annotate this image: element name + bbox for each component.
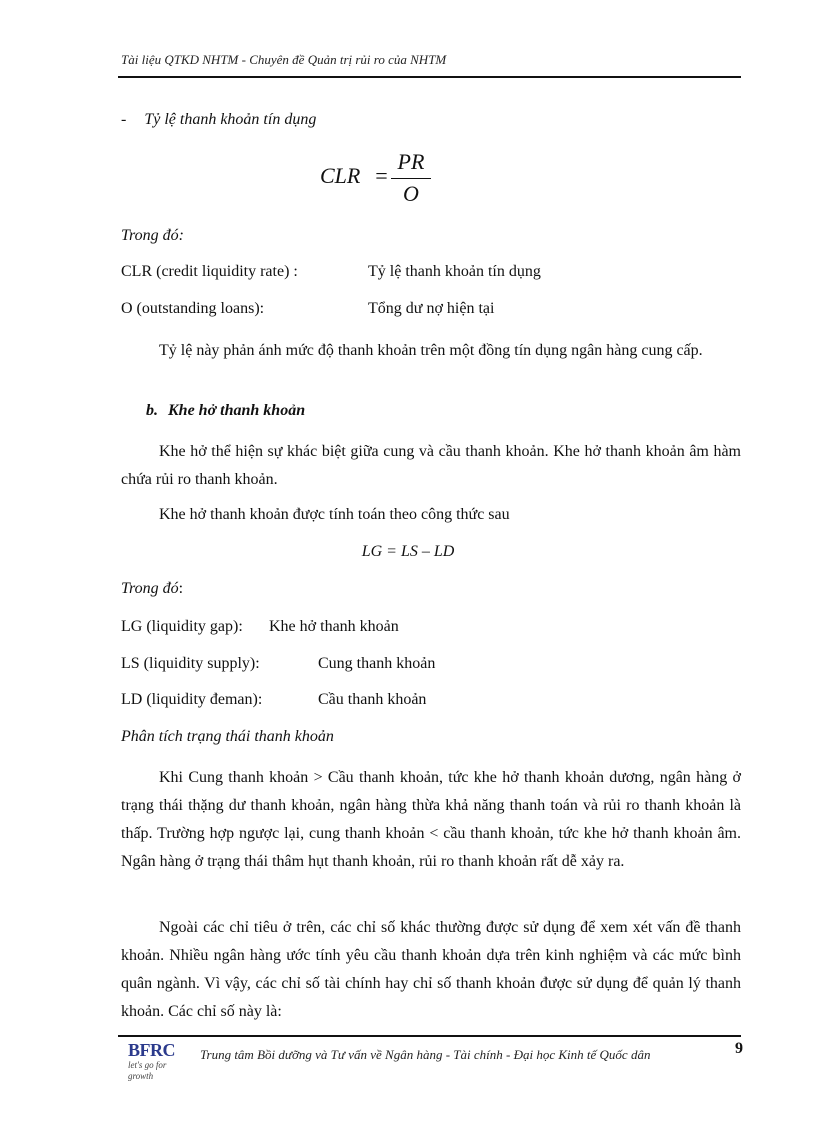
definition-meaning-ld: Cầu thanh khoản	[318, 691, 427, 708]
bfrc-logo	[128, 1040, 192, 1081]
analysis-paragraph: Khi Cung thanh khoản > Cầu thanh khoản, tức khe hở thanh khoản dương, ngân hàng ở trạng thái thặng dư thanh khoản, ngân hàng thừa khả năng thanh toán và rủi ro thanh khoản là thấp. Trường hợp ngược lại, cung thanh khoản < cầu thanh khoản, tức khe hở thanh khoản âm. Ngân hàng ở trạng thái thâm hụt thanh khoản, rủi ro thanh khoản rất dễ xảy ra.	[121, 769, 741, 870]
definition-meaning-lg: Khe hở thanh khoản	[269, 618, 399, 635]
section-label: b.	[146, 402, 158, 419]
where-label-2: Trong đó:	[121, 580, 184, 597]
footer-divider	[118, 1035, 741, 1037]
fraction-bar	[391, 178, 431, 179]
clr-formula-numerator: PR	[397, 149, 425, 174]
logo-tagline: let's go for growth	[128, 1060, 167, 1081]
credit-liquidity-title: Tỷ lệ thanh khoản tín dụng	[144, 111, 317, 128]
definition-term-lg: LG (liquidity gap):	[121, 618, 243, 635]
where-label: Trong đó:	[121, 227, 184, 244]
definition-term-clr: CLR (credit liquidity rate) :	[121, 263, 298, 280]
credit-liquidity-heading	[121, 110, 316, 130]
page-header-title: Tài liệu QTKD NHTM - Chuyên đề Quản trị rủi ro của NHTM	[121, 52, 447, 67]
definition-term-o: O (outstanding loans):	[121, 300, 265, 317]
header-divider	[118, 76, 741, 78]
bullet: -	[121, 111, 127, 128]
analysis-title: Phân tích trạng thái thanh khoản	[121, 728, 334, 745]
logo-mark: BFRC	[128, 1040, 175, 1060]
credit-ratio-paragraph: Tỷ lệ này phản ánh mức độ thanh khoản trên một đồng tín dụng ngân hàng cung cấp.	[159, 342, 703, 359]
liquidity-gap-heading	[146, 401, 305, 421]
lg-formula: LG = LS – LD	[361, 543, 455, 560]
definition-term-ls: LS (liquidity supply):	[121, 655, 260, 672]
closing-paragraph: Ngoài các chỉ tiêu ở trên, các chỉ số khác thường được sử dụng để xem xét vấn đề thanh khoản. Nhiều ngân hàng ước tính yêu cầu thanh khoản dựa trên kinh nghiệm và các mức bình quân ngành. Vì vậy, các chỉ số tài chính hay chỉ số thanh khoản được sử dụng để quản lý thanh khoản. Các chỉ số này là:	[121, 919, 741, 1020]
definition-meaning-ls: Cung thanh khoản	[318, 655, 436, 672]
gap-paragraph-2: Khe hở thanh khoản được tính toán theo công thức sau	[159, 506, 510, 523]
page-number: 9	[735, 1040, 743, 1057]
definition-meaning-clr: Tỷ lệ thanh khoản tín dụng	[368, 263, 541, 280]
gap-paragraph-1: Khe hở thể hiện sự khác biệt giữa cung và cầu thanh khoản. Khe hở thanh khoản âm hàm chứa rủi ro thanh khoản.	[121, 443, 741, 488]
definition-meaning-o: Tổng dư nợ hiện tại	[368, 300, 495, 317]
footer-institution: Trung tâm Bồi dưỡng và Tư vấn về Ngân hàng - Tài chính - Đại học Kinh tế Quốc dân	[200, 1047, 651, 1062]
definition-term-ld: LD (liquidity đeman):	[121, 691, 263, 708]
clr-formula-denominator: O	[403, 181, 419, 206]
clr-formula-lhs: CLR =	[320, 163, 389, 188]
liquidity-gap-title: Khe hở thanh khoản	[168, 402, 306, 419]
